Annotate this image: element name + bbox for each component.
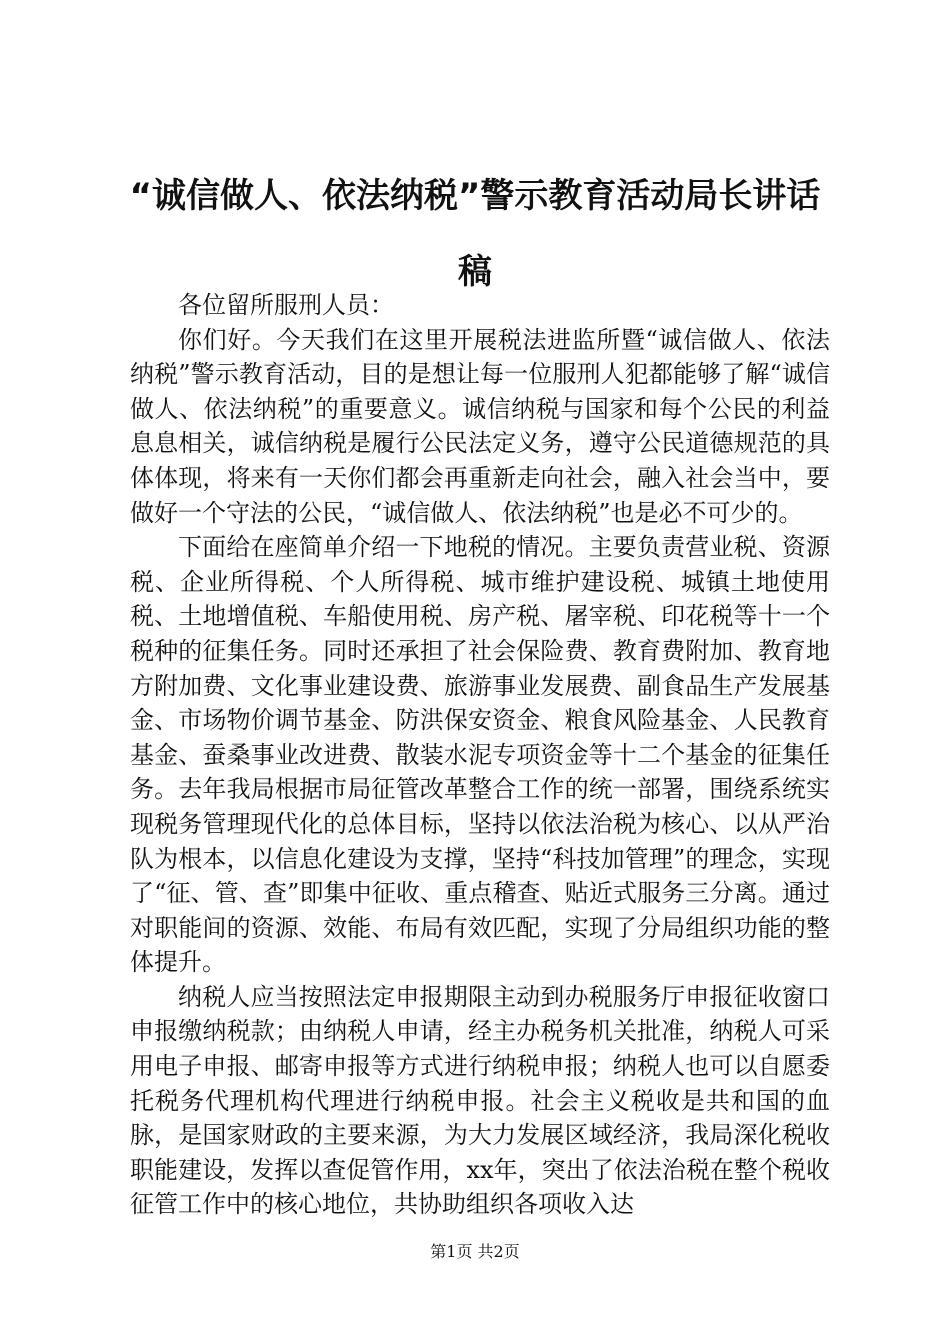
document-body	[130, 288, 830, 1222]
document-title: “诚信做人、依法纳税”警示教育活动局长讲话稿	[129, 176, 821, 292]
body-paragraph: 你们好。今天我们在这里开展税法进监所暨“诚信做人、依法纳税”警示教育活动，目的是想让每一位服刑人犯都能够了解“诚信做人、依法纳税”的重要意义。诚信纳税与国家和每个公民的利益息息相关，诚信纳税是履行公民法定义务，遵守公民道德规范的具体体现，将来有一天你们都会再重新走向社会，融入社会当中，要做好一个守法的公民，“诚信做人、依法纳税”也是必不可少的。	[130, 325, 830, 527]
body-paragraph: 纳税人应当按照法定申报期限主动到办税服务厅申报征收窗口申报缴纳税款；由纳税人申请，经主办税务机关批准，纳税人可采用电子申报、邮寄申报等方式进行纳税申报；纳税人也可以自愿委托税务代理机构代理进行纳税申报。社会主义税收是共和国的血脉，是国家财政的主要来源，为大力发展区域经济，我局深化税收职能建设，发挥以查促管作用，xx年，突出了依法治税在整个税收征管工作中的核心地位，共协助组织各项收入达	[130, 982, 830, 1219]
body-paragraph: 下面给在座简单介绍一下地税的情况。主要负责营业税、资源税、企业所得税、个人所得税、城市维护建设税、城镇土地使用税、土地增值税、车船使用税、房产税、屠宰税、印花税等十一个税种的征集任务。同时还承担了社会保险费、教育费附加、教育地方附加费、文化事业建设费、旅游事业发展费、副食品生产发展基金、市场物价调节基金、防洪保安资金、粮食风险基金、人民教育基金、蚕桑事业改进费、散装水泥专项资金等十二个基金的征集任务。去年我局根据市局征管改革整合工作的统一部署，围绕系统实现税务管理现代化的总体目标，坚持以依法治税为核心、以从严治队为根本，以信息化建设为支撑，坚持“科技加管理”的理念，实现了“征、管、查”即集中征收、重点稽查、贴近式服务三分离。通过对职能间的资源、效能、布局有效匹配，实现了分局组织功能的整体提升。	[130, 533, 830, 977]
salutation-paragraph: 各位留所服刑人员：	[178, 291, 394, 319]
page-number-footer: 第1页 共2页	[430, 1242, 520, 1261]
